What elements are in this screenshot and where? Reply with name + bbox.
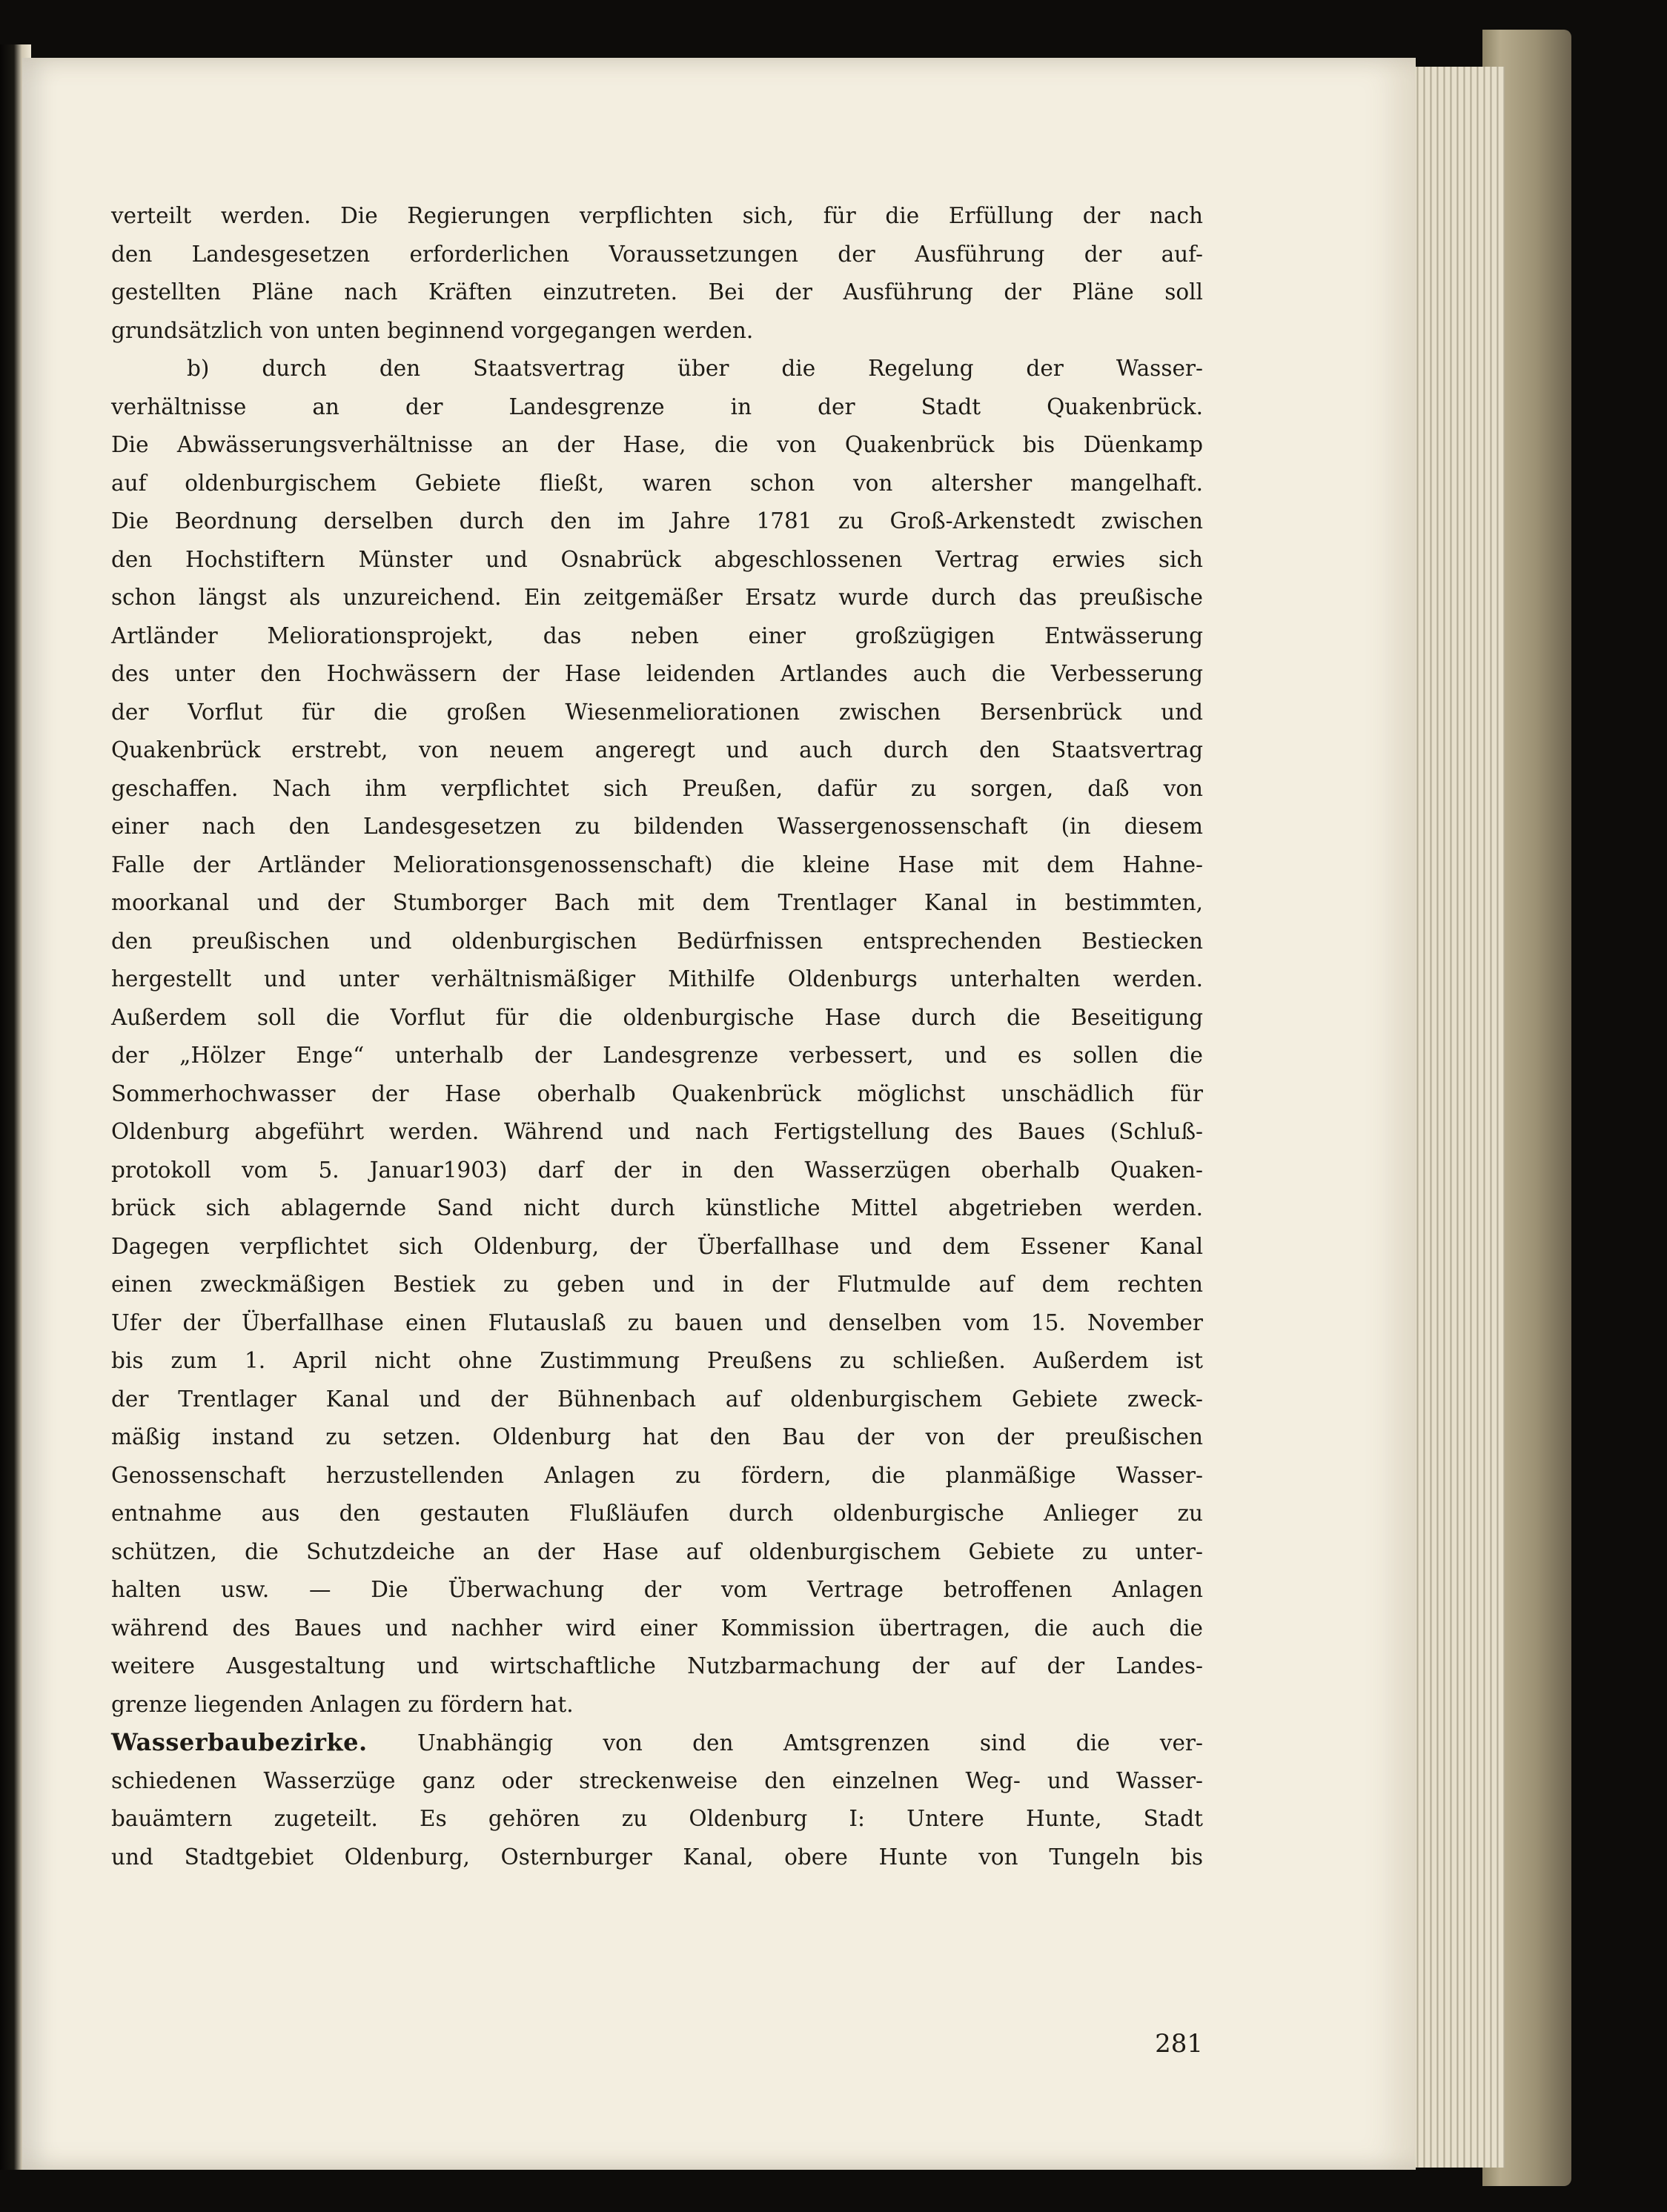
text-line: halten usw. — Die Überwachung der vom Vertrage betroffenen Anlagen [111, 1577, 1203, 1602]
text-line: protokoll vom 5. Januar1903) darf der in den Wasserzügen oberhalb Quaken- [111, 1157, 1203, 1183]
text-line: Ufer der Überfallhase einen Flutauslaß zu bauen und denselben vom 15. November [111, 1309, 1203, 1335]
text-line: den preußischen und oldenburgischen Bedürfnissen entsprechenden Bestiecken [111, 928, 1203, 954]
text-line: während des Baues und nachher wird einer Kommission übertragen, die auch die [111, 1615, 1203, 1641]
text-line: Genossenschaft herzustellenden Anlagen zu fördern, die planmäßige Wasser- [111, 1462, 1203, 1488]
text-line: der Trentlager Kanal und der Bühnenbach auf oldenburgischem Gebiete zweck- [111, 1386, 1203, 1412]
text-line: Die Abwässerungsverhältnisse an der Hase, die von Quakenbrück bis Düenkamp [111, 432, 1203, 457]
text-line: den Landesgesetzen erforderlichen Voraussetzungen der Ausführung der auf- [111, 241, 1203, 267]
section-first-line-text: Unabhängig von den Amtsgrenzen sind die ver- [417, 1730, 1203, 1756]
text-line: moorkanal und der Stumborger Bach mit dem Trentlager Kanal in bestimmten, [111, 890, 1203, 915]
text-line: weitere Ausgestaltung und wirtschaftliche Nutzbarmachung der auf der Landes- [111, 1653, 1203, 1678]
text-line: bis zum 1. April nicht ohne Zustimmung Preußens zu schließen. Außerdem ist [111, 1348, 1203, 1373]
text-line: hergestellt und unter verhältnismäßiger Mithilfe Oldenburgs unterhalten werden. [111, 966, 1203, 992]
text-line: schiedenen Wasserzüge ganz oder streckenweise den einzelnen Weg- und Wasser- [111, 1767, 1203, 1793]
text-line: der „Hölzer Enge“ unterhalb der Landesgrenze verbessert, und es sollen die [111, 1043, 1203, 1068]
text-line: brück sich ablagernde Sand nicht durch künstliche Mittel abgetrieben werden. [111, 1195, 1203, 1220]
text-line: einen zweckmäßigen Bestiek zu geben und in der Flutmulde auf dem rechten [111, 1272, 1203, 1297]
text-line: grundsätzlich von unten beginnend vorgegangen werden. [111, 317, 754, 343]
text-line: den Hochstiftern Münster und Osnabrück abgeschlossenen Vertrag erwies sich [111, 546, 1203, 572]
text-line: des unter den Hochwässern der Hase leidenden Artlandes auch die Verbesserung [111, 661, 1203, 686]
text-line: gestellten Pläne nach Kräften einzutreten. Bei der Ausführung der Pläne soll [111, 279, 1203, 305]
text-line: geschaffen. Nach ihm verpflichtet sich Preußen, dafür zu sorgen, daß von [111, 775, 1203, 801]
page-number: 281 [1155, 2029, 1203, 2059]
text-line: Falle der Artländer Meliorationsgenossenschaft) die kleine Hase mit dem Hahne- [111, 851, 1203, 877]
text-line: Artländer Meliorationsprojekt, das neben einer großzügigen Entwässerung [111, 622, 1203, 648]
text-line: grenze liegenden Anlagen zu fördern hat. [111, 1691, 574, 1717]
text-line: der Vorflut für die großen Wiesenmeliorationen zwischen Bersenbrück und [111, 699, 1203, 725]
section-first-line [111, 1724, 1203, 1762]
text-line: verteilt werden. Die Regierungen verpflichten sich, für die Erfüllung der nach [111, 203, 1203, 228]
text-line: bauämtern zugeteilt. Es gehören zu Oldenburg I: Untere Hunte, Stadt [111, 1806, 1203, 1831]
text-line: Die Beordnung derselben durch den im Jahre 1781 zu Groß-Arkenstedt zwischen [111, 508, 1203, 534]
text-line: schon längst als unzureichend. Ein zeitgemäßer Ersatz wurde durch das preußische [111, 585, 1203, 610]
text-line: auf oldenburgischem Gebiete fließt, waren schon von altersher mangelhaft. [111, 470, 1203, 496]
text-line: Außerdem soll die Vorflut für die oldenburgische Hase durch die Beseitigung [111, 1004, 1203, 1030]
book-page [22, 58, 1416, 2170]
text-line: einer nach den Landesgesetzen zu bildenden Wassergenossenschaft (in diesem [111, 814, 1203, 839]
text-line: mäßig instand zu setzen. Oldenburg hat den Bau der von der preußischen [111, 1424, 1203, 1449]
section-heading: Wasserbaubezirke. [111, 1728, 368, 1756]
text-line: Quakenbrück erstrebt, von neuem angeregt und auch durch den Staatsvertrag [111, 737, 1203, 763]
text-line: Oldenburg abgeführt werden. Während und nach Fertigstellung des Baues (Schluß- [111, 1119, 1203, 1144]
body-text [111, 197, 1203, 1876]
text-line: entnahme aus den gestauten Flußläufen durch oldenburgische Anlieger zu [111, 1501, 1203, 1526]
text-line: b) durch den Staatsvertrag über die Regelung der Wasser- [187, 356, 1203, 381]
text-line: und Stadtgebiet Oldenburg, Osternburger Kanal, obere Hunte von Tungeln bis [111, 1844, 1203, 1870]
page-edges [1412, 67, 1505, 2168]
text-line: Dagegen verpflichtet sich Oldenburg, der Überfallhase und dem Essener Kanal [111, 1233, 1203, 1259]
text-line: schützen, die Schutzdeiche an der Hase auf oldenburgischem Gebiete zu unter- [111, 1538, 1203, 1564]
text-line: Sommerhochwasser der Hase oberhalb Quakenbrück möglichst unschädlich für [111, 1080, 1203, 1106]
text-line: verhältnisse an der Landesgrenze in der Stadt Quakenbrück. [111, 393, 1203, 419]
